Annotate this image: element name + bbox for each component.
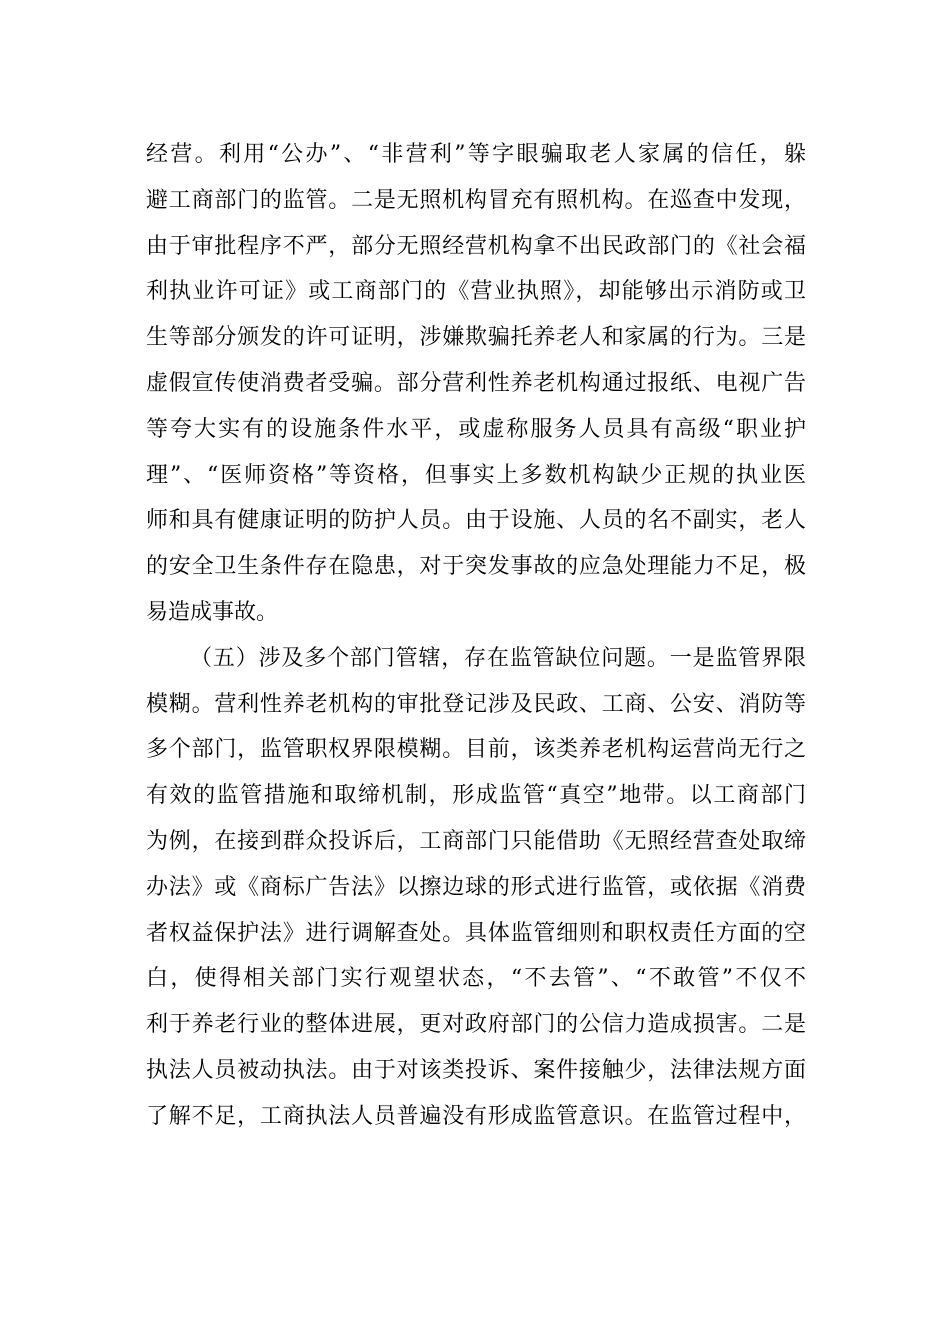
text-line: 模糊。营利性养老机构的审批登记涉及民政、工商、公安、消防等: [146, 691, 806, 717]
text-line: 利执业许可证》或工商部门的《营业执照》，却能够出示消防或卫: [146, 279, 806, 305]
text-line: 的安全卫生条件存在隐患，对于突发事故的应急处理能力不足，极: [146, 554, 806, 580]
text-line: 易造成事故。: [146, 599, 279, 625]
text-line: 师和具有健康证明的防护人员。由于设施、人员的名不副实，老人: [146, 508, 806, 534]
text-line: 了解不足，工商执法人员普遍没有形成监管意识。在监管过程中，: [146, 1103, 806, 1129]
text-line: 执法人员被动执法。由于对该类投诉、案件接触少，法律法规方面: [146, 1057, 806, 1083]
document-body: [146, 132, 806, 1140]
text-line-indented: （五）涉及多个部门管辖，存在监管缺位问题。一是监管界限: [190, 645, 806, 671]
text-line: 由于审批程序不严，部分无照经营机构拿不出民政部门的《社会福: [146, 233, 806, 259]
text-line: 有效的监管措施和取缔机制，形成监管“真空”地带。以工商部门: [146, 783, 806, 809]
text-line: 经营。利用“公办”、“非营利”等字眼骗取老人家属的信任，躲: [146, 142, 806, 167]
text-line: 者权益保护法》进行调解查处。具体监管细则和职权责任方面的空: [146, 920, 806, 946]
text-line: 生等部分颁发的许可证明，涉嫌欺骗托养老人和家属的行为。三是: [146, 325, 806, 351]
paragraph-2: [146, 636, 806, 1140]
text-line: 等夸大实有的设施条件水平，或虚称服务人员具有高级“职业护: [146, 416, 806, 442]
text-line: 虚假宣传使消费者受骗。部分营利性养老机构通过报纸、电视广告: [146, 370, 806, 396]
text-line: 利于养老行业的整体进展，更对政府部门的公信力造成损害。二是: [146, 1012, 806, 1038]
text-line: 办法》或《商标广告法》以擦边球的形式进行监管，或依据《消费: [146, 874, 806, 900]
text-line: 理”、“医师资格”等资格，但事实上多数机构缺少正规的执业医: [146, 462, 806, 488]
text-line: 避工商部门的监管。二是无照机构冒充有照机构。在巡查中发现，: [146, 187, 806, 213]
paragraph-1: [146, 132, 806, 636]
text-line: 为例，在接到群众投诉后，工商部门只能借助《无照经营查处取缔: [146, 828, 806, 854]
text-line: 多个部门，监管职权界限模糊。目前，该类养老机构运营尚无行之: [146, 737, 806, 763]
text-line: 白，使得相关部门实行观望状态，“不去管”、“不敢管”不仅不: [146, 966, 806, 992]
